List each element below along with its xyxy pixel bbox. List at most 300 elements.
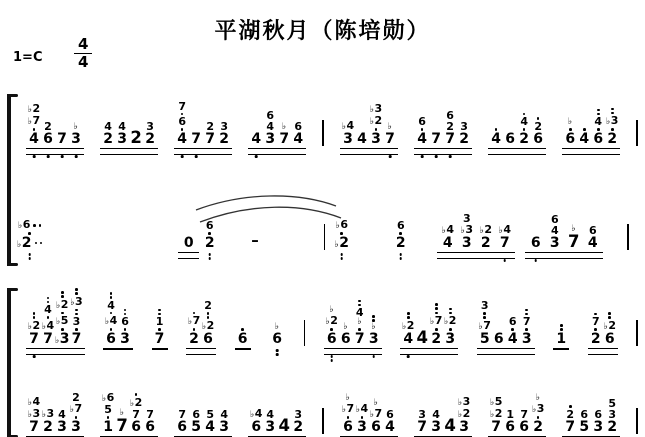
- flat-sign: ♭: [444, 317, 449, 328]
- note-column: [605, 398, 619, 434]
- note: 3: [220, 120, 228, 133]
- staff-4-left-hand: [26, 376, 638, 434]
- note: 5: [206, 408, 214, 421]
- note-column: [489, 396, 503, 434]
- note-column: [203, 121, 217, 146]
- note: 6: [418, 116, 426, 132]
- beamed-note-group: [100, 392, 158, 434]
- note: 3: [461, 235, 472, 251]
- note-column: [531, 116, 545, 146]
- note: 7: [523, 308, 531, 328]
- note: [435, 302, 438, 311]
- flat-sign: ♭: [478, 322, 483, 332]
- note: 4: [220, 408, 228, 421]
- note: 4: [278, 415, 290, 435]
- note-column: [429, 409, 443, 434]
- beamed-note-group: [437, 213, 515, 250]
- note: ♭ 5: [56, 311, 68, 328]
- note-column: [476, 224, 495, 250]
- note-column: [545, 214, 564, 250]
- flat-sign: ♭: [335, 221, 340, 232]
- note: [371, 314, 376, 332]
- note: 6: [203, 331, 213, 347]
- note: 3: [219, 419, 230, 435]
- note: 7: [146, 408, 154, 421]
- note-column: [489, 127, 503, 146]
- note-column: [415, 327, 429, 347]
- flat-sign: ♭: [119, 407, 124, 418]
- note-column: [249, 408, 263, 434]
- note: 1: [506, 408, 514, 421]
- note: 6: [145, 419, 155, 435]
- note-column: [175, 409, 189, 434]
- flat-sign: ♭: [343, 322, 348, 332]
- note: 6: [505, 419, 516, 435]
- note-column: [591, 409, 605, 434]
- flat-sign: ♭: [498, 226, 503, 236]
- note-column: [201, 300, 215, 346]
- chord: [201, 220, 218, 250]
- note: 4: [442, 235, 453, 251]
- note: 5: [579, 419, 590, 435]
- note-column: [443, 415, 457, 435]
- note: 7: [29, 419, 39, 435]
- note: 7: [417, 419, 427, 435]
- note: ♭ 7: [70, 403, 82, 420]
- note: ♭ 2: [444, 307, 456, 328]
- beamed-note-group: [414, 396, 472, 434]
- note-column: [591, 108, 605, 146]
- beamed-note-group: [152, 308, 168, 346]
- note: 6: [493, 331, 504, 347]
- note-column: [291, 409, 305, 434]
- flat-sign: ♭: [70, 297, 75, 308]
- note-column: [202, 220, 217, 250]
- note: 6: [386, 408, 394, 421]
- note: ♭ 2: [326, 315, 338, 332]
- note: 3: [371, 131, 381, 147]
- note-column: [563, 118, 577, 146]
- note-column: [554, 323, 568, 346]
- beamed-note-group: [553, 323, 569, 346]
- note: ♭ 7: [28, 115, 40, 132]
- note: ♭ 4: [356, 403, 368, 420]
- flat-sign: ♭: [334, 240, 339, 250]
- note-column: [263, 409, 277, 434]
- flat-sign: ♭: [441, 226, 446, 236]
- note: 3: [73, 308, 81, 328]
- note: 6: [580, 408, 589, 421]
- note-column: [325, 306, 339, 346]
- flat-sign: ♭: [17, 240, 22, 250]
- note: 3: [294, 408, 303, 421]
- time-signature-numerator: 4: [74, 36, 92, 54]
- flat-sign: ♭: [104, 317, 110, 328]
- note-column: [429, 302, 443, 346]
- note-column: [506, 316, 520, 346]
- note: ♭ 4: [27, 395, 41, 408]
- note: 2: [43, 419, 53, 435]
- note: 7: [355, 327, 365, 346]
- note: ♭ 4: [250, 407, 263, 420]
- bar-line: [304, 320, 306, 346]
- note: 3: [480, 299, 489, 313]
- note: 2: [459, 131, 469, 147]
- note-column: [353, 299, 367, 346]
- note: ♭ 3: [70, 287, 82, 308]
- note: ♭ 4: [441, 223, 454, 236]
- note: ♭ 2: [28, 311, 40, 332]
- note: 2: [72, 391, 80, 405]
- note: 3: [522, 327, 532, 346]
- note: 4: [432, 408, 440, 421]
- note-column: [355, 403, 369, 434]
- note: 6: [266, 109, 275, 122]
- note: 4: [385, 419, 395, 435]
- flat-sign: ♭: [41, 410, 47, 420]
- flat-sign: ♭: [369, 117, 375, 128]
- note: 2: [206, 120, 214, 133]
- note-column: [291, 121, 305, 146]
- note: 3: [462, 212, 471, 225]
- note: 4: [266, 408, 275, 421]
- note: 2: [446, 120, 454, 133]
- note: 3: [549, 235, 560, 251]
- note-column: [415, 409, 429, 434]
- note-column: [203, 409, 217, 434]
- note: 5: [479, 331, 490, 347]
- note: ♭ 7: [342, 403, 354, 420]
- note: 2: [293, 419, 304, 435]
- note-column: [187, 311, 201, 346]
- note: ♭ 3: [532, 403, 544, 420]
- note: 2: [431, 327, 441, 346]
- note: 3: [265, 419, 276, 435]
- note: 4: [550, 224, 559, 237]
- note: 3: [368, 331, 379, 347]
- note: 3: [343, 131, 353, 147]
- note-column: [341, 120, 355, 146]
- note: 2: [44, 120, 52, 133]
- flat-sign: ♭: [430, 317, 435, 328]
- note: 6: [192, 408, 200, 421]
- note: 2: [607, 419, 618, 435]
- note: 4: [104, 120, 112, 133]
- flat-sign: ♭: [187, 317, 193, 328]
- note: 3: [593, 419, 604, 435]
- staff-1-right-hand: [26, 88, 638, 146]
- bar-line: [627, 224, 629, 250]
- time-signature: [74, 36, 92, 72]
- note: 4: [29, 131, 39, 147]
- flat-sign: ♭: [457, 398, 463, 408]
- note: 3: [57, 419, 67, 435]
- beamed-note-group: [324, 299, 382, 346]
- note-column: [355, 132, 369, 146]
- note: 2: [591, 327, 601, 346]
- flat-sign: ♭: [27, 398, 33, 408]
- note: 6: [294, 120, 303, 133]
- note: 6: [238, 327, 248, 346]
- flat-sign: ♭: [341, 122, 347, 132]
- flat-sign: ♭: [369, 105, 375, 116]
- note: 3: [608, 408, 617, 421]
- note-column: [118, 308, 132, 346]
- note-column: [503, 132, 517, 146]
- note-column: [101, 392, 115, 434]
- note-column: [217, 409, 231, 434]
- note: 4: [251, 131, 262, 147]
- note: 6: [519, 419, 530, 435]
- piece-title: 平湖秋月（陈培勋）: [214, 19, 431, 44]
- note-column: [55, 132, 69, 146]
- note: ♭ 2: [130, 392, 142, 409]
- note: 2: [189, 327, 199, 346]
- note-column: [438, 224, 457, 250]
- note: 3: [418, 408, 426, 421]
- note: 1: [156, 308, 164, 328]
- note: 7: [431, 131, 441, 147]
- note: [357, 318, 362, 327]
- note-column: [270, 323, 284, 346]
- beamed-note-group: [248, 110, 306, 146]
- chord: [16, 219, 43, 250]
- note: ♭ 6: [336, 219, 348, 236]
- note-column: [55, 290, 70, 346]
- note-column: [249, 132, 263, 146]
- flat-sign: ♭: [27, 322, 33, 332]
- note: 7: [491, 419, 502, 435]
- note: 3: [71, 131, 81, 147]
- flat-sign: ♭: [357, 317, 362, 328]
- note: ♭ 3: [55, 327, 70, 346]
- note: 2: [204, 299, 212, 313]
- note: 4: [587, 235, 598, 251]
- bar-line: [636, 120, 638, 146]
- note-column: [520, 308, 534, 346]
- note-column: [115, 409, 129, 435]
- note: 7: [155, 327, 165, 346]
- note: 7: [565, 419, 576, 435]
- beamed-note-group: [400, 302, 458, 346]
- flat-sign: ♭: [325, 317, 330, 328]
- beamed-note-group: [588, 311, 618, 346]
- note: 7: [178, 408, 186, 421]
- note: [568, 118, 573, 127]
- note: 2: [480, 235, 491, 251]
- note: 2: [145, 131, 155, 147]
- flat-sign: ♭: [27, 410, 33, 420]
- beamed-note-group: [174, 409, 232, 434]
- note: 6: [326, 331, 337, 347]
- note-column: [175, 101, 189, 146]
- note: ♭ 7: [430, 311, 442, 328]
- note: ♭ 3: [27, 407, 41, 420]
- note: 4: [205, 419, 216, 435]
- note: 4: [266, 120, 275, 133]
- note: 7: [568, 231, 580, 251]
- note-column: [69, 123, 83, 146]
- note: 4: [508, 327, 518, 346]
- note: 4: [594, 108, 602, 128]
- note: 4: [118, 120, 126, 133]
- note-column: [564, 225, 583, 251]
- note: 4: [416, 327, 428, 347]
- note: ♭ 2: [56, 290, 68, 311]
- beamed-note-group: [248, 408, 306, 434]
- flat-sign: ♭: [479, 226, 484, 236]
- note-column: [101, 121, 115, 146]
- note: 4: [356, 299, 364, 319]
- note-column: [429, 132, 443, 146]
- flat-sign: ♭: [345, 393, 350, 404]
- bar-line: [322, 120, 324, 146]
- flat-sign: ♭: [18, 221, 23, 232]
- note-column: [236, 327, 250, 346]
- note: ♭ 2: [27, 102, 41, 116]
- flat-sign: ♭: [457, 410, 463, 420]
- note: 7: [178, 101, 186, 117]
- note: 6: [206, 220, 214, 236]
- note-column: [129, 392, 143, 434]
- beamed-note-group: [477, 300, 535, 346]
- flat-sign: ♭: [489, 398, 495, 408]
- note: 0: [183, 235, 194, 251]
- note: 6: [533, 131, 544, 147]
- note-column: [589, 312, 603, 346]
- note: 7: [191, 131, 202, 147]
- note-column: [443, 110, 457, 146]
- note: 1: [556, 323, 566, 346]
- note-column: [369, 399, 383, 434]
- note: 6: [588, 224, 597, 237]
- note-column: [277, 415, 291, 435]
- note-column: [415, 116, 429, 146]
- note: 7: [592, 312, 600, 328]
- note: 7: [43, 331, 53, 347]
- note-column: [393, 220, 408, 250]
- note-column: [401, 311, 415, 346]
- note: 4: [58, 408, 66, 421]
- note-column: [277, 123, 291, 146]
- note-column: [69, 392, 83, 434]
- flat-sign: ♭: [27, 105, 33, 116]
- note: 3: [146, 120, 154, 133]
- note: ♭ 3: [457, 395, 471, 408]
- note: 2: [103, 131, 113, 147]
- note: 6: [131, 419, 141, 435]
- note: 5: [608, 397, 617, 410]
- note-column: [115, 121, 129, 146]
- note: 3: [71, 419, 81, 435]
- note-column: [583, 225, 602, 250]
- flat-sign: ♭: [41, 322, 47, 332]
- note: 3: [357, 419, 367, 435]
- note-column: [517, 409, 531, 434]
- beamed-note-group: [26, 103, 84, 146]
- key-signature: 1=C: [13, 50, 43, 65]
- note: 4: [579, 127, 589, 146]
- flat-sign: ♭: [27, 117, 33, 128]
- note: 2: [566, 404, 574, 420]
- note: 7: [57, 131, 67, 147]
- beamed-note-group: [186, 300, 216, 346]
- note: 6: [340, 331, 351, 347]
- chord: [269, 323, 285, 346]
- note-column: [367, 314, 381, 346]
- note: 4: [107, 291, 115, 311]
- flat-sign: ♭: [460, 226, 465, 236]
- note-column: [41, 296, 55, 346]
- note: ♭ 2: [604, 311, 616, 332]
- system-brace: [7, 290, 18, 436]
- note: ♭ 7: [369, 407, 383, 420]
- note: 4: [44, 296, 52, 316]
- note: ♭ 7: [479, 311, 491, 332]
- note-column: [495, 224, 514, 250]
- beamed-note-group: [340, 394, 398, 434]
- bar-line: [324, 224, 326, 250]
- flat-sign: ♭: [535, 393, 541, 404]
- note: 6: [371, 419, 381, 435]
- note: 4: [444, 415, 456, 435]
- note-column: [492, 332, 506, 346]
- note: 6: [505, 131, 516, 147]
- beamed-note-group: [26, 392, 84, 434]
- note: ♭ 7: [188, 311, 200, 328]
- note-column: [217, 121, 231, 146]
- beamed-note-group: [178, 236, 199, 250]
- note: ♭ 3: [41, 407, 55, 420]
- note: 5: [191, 419, 202, 435]
- bar-line: [322, 408, 324, 434]
- note: 1: [103, 419, 113, 435]
- note: 4: [491, 127, 501, 146]
- note-column: [41, 121, 55, 146]
- beamed-note-group: [103, 291, 133, 346]
- flat-sign: ♭: [56, 317, 61, 328]
- note: 4: [520, 112, 528, 128]
- bar-line: [636, 320, 638, 346]
- beamed-note-group: [488, 394, 546, 434]
- flat-sign: ♭: [489, 410, 495, 420]
- note: 4: [403, 331, 414, 347]
- note: ♭ 6: [101, 391, 115, 405]
- note: 7: [116, 415, 128, 435]
- note: ♭ 3: [460, 223, 473, 236]
- note: 6: [550, 213, 559, 226]
- note: 3: [445, 327, 455, 346]
- flat-sign: ♭: [69, 405, 75, 416]
- note: 7: [385, 131, 395, 147]
- note-column: [443, 307, 457, 346]
- note: 7: [205, 131, 216, 147]
- flat-sign: ♭: [603, 322, 608, 332]
- note-column: [41, 408, 55, 434]
- note-column: [517, 112, 531, 146]
- note: 2: [395, 235, 406, 251]
- flat-sign: ♭: [329, 305, 334, 316]
- flat-sign: ♭: [571, 223, 576, 234]
- note: 3: [431, 419, 441, 435]
- note: 7: [72, 327, 82, 346]
- note: 4: [177, 131, 188, 147]
- chord: [333, 219, 350, 250]
- note-column: [339, 323, 353, 346]
- note-column: [383, 409, 397, 434]
- flat-sign: ♭: [567, 117, 573, 128]
- note-column: [369, 103, 383, 146]
